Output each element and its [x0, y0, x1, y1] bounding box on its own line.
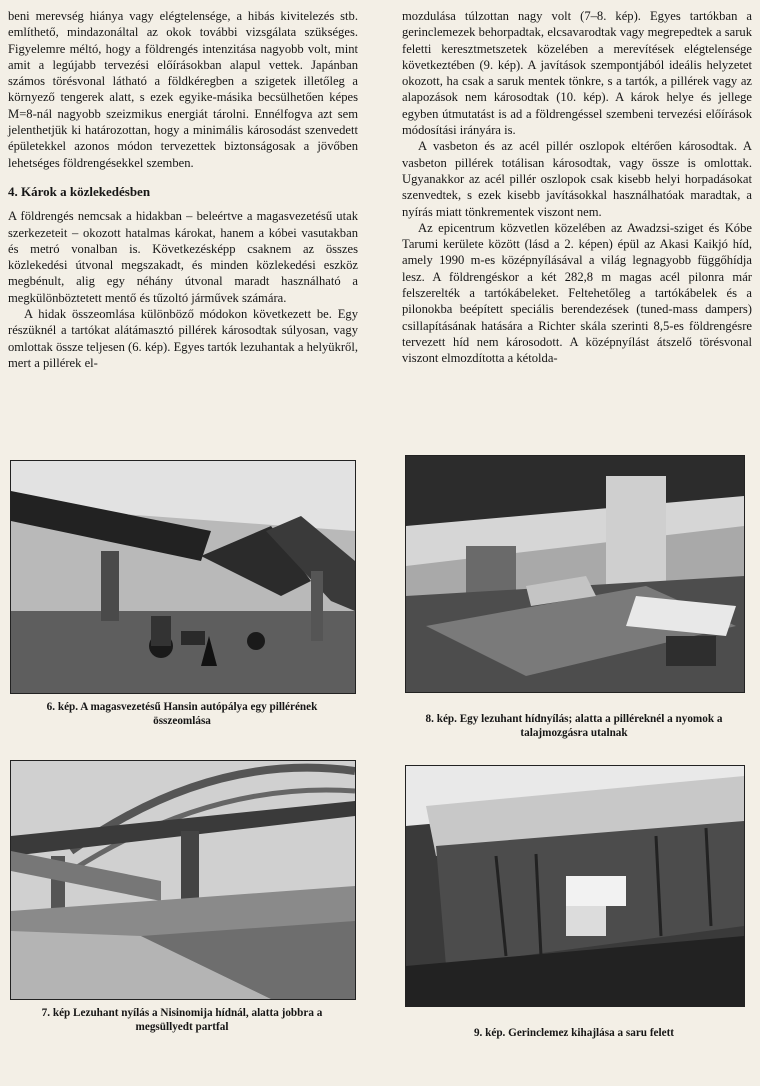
photo-7-image [11, 761, 355, 999]
paragraph: A hidak összeomlása különböző módokon következett be. Egy részüknél a tartókat alátámasztó pillérek károsodtak súlyosan, vagy omlottak össze teljesen (6. kép). Egyes tartók lezuhantak a helyükről, mert a pillérek el- [8, 307, 358, 370]
right-text-column [402, 8, 752, 367]
left-text-column [8, 8, 358, 371]
photo-6-collapsed-highway-pier [10, 460, 356, 694]
paragraph: mozdulása túlzottan nagy volt (7–8. kép). Egyes tartókban a gerinclemezek behorpadtak, elcsavarodtak vagy megrepedtek a saruk feletti keresztmetszetek közelében a merevítések elégtelensége következtében (9. kép). A javítások szempontjából ideális helyzetet okozott, ha csak a saruk mentek tönkre, s a tartók, a pillérek vagy az alapozások nem károsodtak (10. kép). A károk helye és jellege egyben útmutatást is ad a földrengéssel szembeni tervezési előírások módosítási irányára is. [402, 9, 752, 138]
caption-photo-8: 8. kép. Egy lezuhant hídnyílás; alatta a pilléreknél a nyomok a talajmozgásra utalnak [425, 713, 723, 739]
photo-6-image [11, 461, 355, 693]
paragraph: beni merevség hiánya vagy elégtelensége, a hibás kivitelezés stb. említhető, mindazonáltal az okok további vizsgálata szükséges. Figyelemre méltó, hogy a földrengés intenzitása nagyobb volt, mint amit a legújabb tervezési előírásokban alapul vettek. Japánban számos törésvonal látható a földkéregben a szigetek illetőleg a környező tengerek alatt, s ezek egyike-másika becsülhetően képes M=8-nál nagyobb szeizmikus energiát tárolni. Ennélfogva azt sem jelenthetjük ki határozottan, hogy a minimális károsodást szenvedett épületekkel azonos módon tervezettek biztonságosak a jövőben lehetséges földrengésekkel szemben. [8, 9, 358, 170]
paragraph: Az epicentrum közvetlen közelében az Awadzsi-sziget és Kóbe Tarumi kerülete között (lásd a 2. képen) épül az Akasi Kaikjó híd, amely 1990 m-es középnyílásával a világ legnagyobb függőhídja lesz. A földrengéskor a két 282,8 m magas acél pilonra már felszerelték a tartókábeleket. Feltehetőleg a tartókábelek és a pilonokba beépített speciális berendezések (tuned-mass dampers) csillapításának hatására a Richter skála szerinti 8,5-es földrengésre tervezett híd nem károsodott. A középnyílást átszelő törésvonal viszont elmozdította a kétolda- [402, 220, 752, 366]
photo-7-fallen-span-nisinomija [10, 760, 356, 1000]
photo-8-image [406, 456, 744, 692]
caption-photo-7: 7. kép Lezuhant nyílás a Nisinomija hídnál, alatta jobbra a megsüllyedt partfal [41, 1007, 323, 1033]
photo-9-image [406, 766, 744, 1006]
paragraph: A földrengés nemcsak a hidakban – beleértve a magasvezetésű utak szerkezeteit – okozott hatalmas károkat, hanem a kóbei vasutakban és metró vonalban is. Következésképp csaknem az összes közlekedési útvonal megszakadt, és minden közlekedési eszköz megbénult, alig egy néhány útvonal maradt használható a megkülönböztetett mentő és tűzoltó járművek számára. [8, 209, 358, 305]
paragraph: A vasbeton és az acél pillér oszlopok eltérően károsodtak. A vasbeton pillérek totálisan károsodtak, vagy össze is omlottak. Ugyanakkor az acél pillér oszlopok csak kisebb helyi horpadásokat szenvedtek, s ezek kisebb javításokkal használhatóak maradtak, a nyírás miatt tönkrementek viszont nem. [402, 139, 752, 219]
caption-photo-6: 6. kép. A magasvezetésű Hansin autópálya egy pillérének összeomlása [46, 701, 318, 727]
photo-9-web-plate-buckling [405, 765, 745, 1007]
photo-8-fallen-span [405, 455, 745, 693]
caption-photo-9: 9. kép. Gerinclemez kihajlása a saru felett [473, 1027, 675, 1039]
section-heading: 4. Károk a közlekedésben [8, 183, 151, 199]
